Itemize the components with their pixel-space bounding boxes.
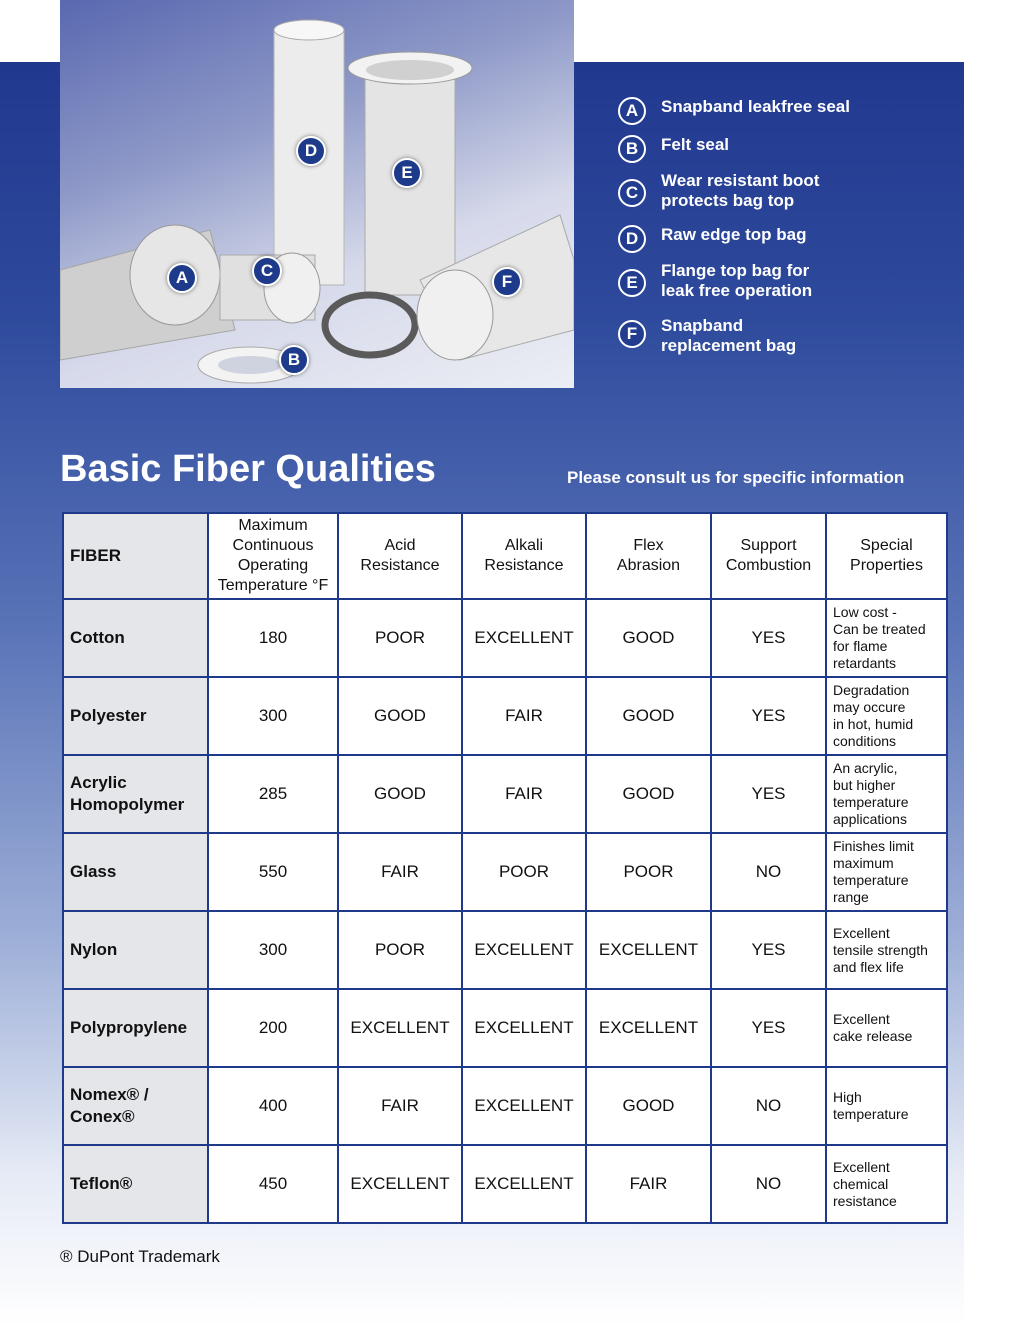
legend-item-b xyxy=(618,135,729,163)
temp-cell: 300 xyxy=(208,911,338,989)
special-cell: Excellent chemical resistance xyxy=(826,1145,947,1223)
header-temperature: Maximum Continuous Operating Temperature °F xyxy=(208,513,338,599)
special-cell: Excellent tensile strength and flex life xyxy=(826,911,947,989)
table-row xyxy=(63,1067,947,1145)
temp-cell: 180 xyxy=(208,599,338,677)
alkali-cell: EXCELLENT xyxy=(462,911,586,989)
header-acid: Acid Resistance xyxy=(338,513,462,599)
legend-item-f xyxy=(618,316,796,356)
fiber-name: Polypropylene xyxy=(63,989,208,1067)
special-cell: High temperature xyxy=(826,1067,947,1145)
photo-label-e: E xyxy=(392,158,422,188)
special-cell: Degradation may occure in hot, humid conditions xyxy=(826,677,947,755)
fiber-name: Cotton xyxy=(63,599,208,677)
temp-cell: 550 xyxy=(208,833,338,911)
acid-cell: GOOD xyxy=(338,755,462,833)
fiber-name: Nylon xyxy=(63,911,208,989)
alkali-cell: POOR xyxy=(462,833,586,911)
acid-cell: FAIR xyxy=(338,1067,462,1145)
legend-badge-e: E xyxy=(618,269,646,297)
acid-cell: EXCELLENT xyxy=(338,1145,462,1223)
support-cell: NO xyxy=(711,833,826,911)
acid-cell: FAIR xyxy=(338,833,462,911)
table-row xyxy=(63,911,947,989)
table-header-row xyxy=(63,513,947,599)
temp-cell: 200 xyxy=(208,989,338,1067)
legend-item-a xyxy=(618,97,850,125)
photo-label-f: F xyxy=(492,267,522,297)
support-cell: NO xyxy=(711,1067,826,1145)
fiber-name: Acrylic Homopolymer xyxy=(63,755,208,833)
page-subtitle: Please consult us for specific information xyxy=(567,468,905,487)
table-row xyxy=(63,1145,947,1223)
header-alkali: Alkali Resistance xyxy=(462,513,586,599)
filter-bags-photo xyxy=(60,0,574,388)
legend-text-d: Raw edge top bag xyxy=(661,225,807,244)
legend-badge-b: B xyxy=(618,135,646,163)
page-title: Basic Fiber Qualities xyxy=(60,448,436,490)
header-support: Support Combustion xyxy=(711,513,826,599)
acid-cell: GOOD xyxy=(338,677,462,755)
flex-cell: GOOD xyxy=(586,677,711,755)
header-special: Special Properties xyxy=(826,513,947,599)
alkali-cell: FAIR xyxy=(462,755,586,833)
support-cell: YES xyxy=(711,599,826,677)
support-cell: NO xyxy=(711,1145,826,1223)
flex-cell: GOOD xyxy=(586,1067,711,1145)
table-row xyxy=(63,989,947,1067)
alkali-cell: EXCELLENT xyxy=(462,989,586,1067)
fiber-qualities-table xyxy=(62,512,948,1224)
table-row xyxy=(63,677,947,755)
table-row xyxy=(63,755,947,833)
flex-cell: POOR xyxy=(586,833,711,911)
trademark-footnote: ® DuPont Trademark xyxy=(60,1247,220,1266)
legend-text-b: Felt seal xyxy=(661,135,730,154)
legend-badge-d: D xyxy=(618,225,646,253)
legend-badge-a: A xyxy=(618,97,646,125)
fiber-name: Teflon® xyxy=(63,1145,208,1223)
legend-text-c: Wear resistant boot protects bag top xyxy=(661,171,820,210)
temp-cell: 450 xyxy=(208,1145,338,1223)
filter-bags-illustration xyxy=(60,0,574,388)
table-row xyxy=(63,833,947,911)
special-cell: Finishes limit maximum temperature range xyxy=(826,833,947,911)
legend-text-a: Snapband leakfree seal xyxy=(661,97,850,116)
temp-cell: 400 xyxy=(208,1067,338,1145)
acid-cell: EXCELLENT xyxy=(338,989,462,1067)
photo-label-a: A xyxy=(167,263,197,293)
flex-cell: EXCELLENT xyxy=(586,989,711,1067)
photo-label-d: D xyxy=(296,136,326,166)
alkali-cell: EXCELLENT xyxy=(462,599,586,677)
flex-cell: GOOD xyxy=(586,599,711,677)
legend-item-d xyxy=(618,225,806,253)
special-cell: Low cost - Can be treated for flame retardants xyxy=(826,599,947,677)
photo-label-c: C xyxy=(252,256,282,286)
legend-text-f: Snapband replacement bag xyxy=(661,316,797,355)
fiber-name: Glass xyxy=(63,833,208,911)
header-flex: Flex Abrasion xyxy=(586,513,711,599)
special-cell: Excellent cake release xyxy=(826,989,947,1067)
fiber-name: Nomex® / Conex® xyxy=(63,1067,208,1145)
legend-item-e xyxy=(618,261,812,301)
support-cell: YES xyxy=(711,755,826,833)
special-cell: An acrylic, but higher temperature applications xyxy=(826,755,947,833)
flex-cell: EXCELLENT xyxy=(586,911,711,989)
legend-text-e: Flange top bag for leak free operation xyxy=(661,261,813,300)
alkali-cell: EXCELLENT xyxy=(462,1067,586,1145)
temp-cell: 300 xyxy=(208,677,338,755)
acid-cell: POOR xyxy=(338,599,462,677)
support-cell: YES xyxy=(711,911,826,989)
legend-badge-f: F xyxy=(618,320,646,348)
support-cell: YES xyxy=(711,677,826,755)
acid-cell: POOR xyxy=(338,911,462,989)
flex-cell: GOOD xyxy=(586,755,711,833)
legend-item-c xyxy=(618,171,819,211)
alkali-cell: EXCELLENT xyxy=(462,1145,586,1223)
legend-badge-c: C xyxy=(618,179,646,207)
header-fiber: FIBER xyxy=(63,513,208,599)
table-row xyxy=(63,599,947,677)
alkali-cell: FAIR xyxy=(462,677,586,755)
support-cell: YES xyxy=(711,989,826,1067)
flex-cell: FAIR xyxy=(586,1145,711,1223)
fiber-name: Polyester xyxy=(63,677,208,755)
photo-label-b: B xyxy=(279,345,309,375)
temp-cell: 285 xyxy=(208,755,338,833)
